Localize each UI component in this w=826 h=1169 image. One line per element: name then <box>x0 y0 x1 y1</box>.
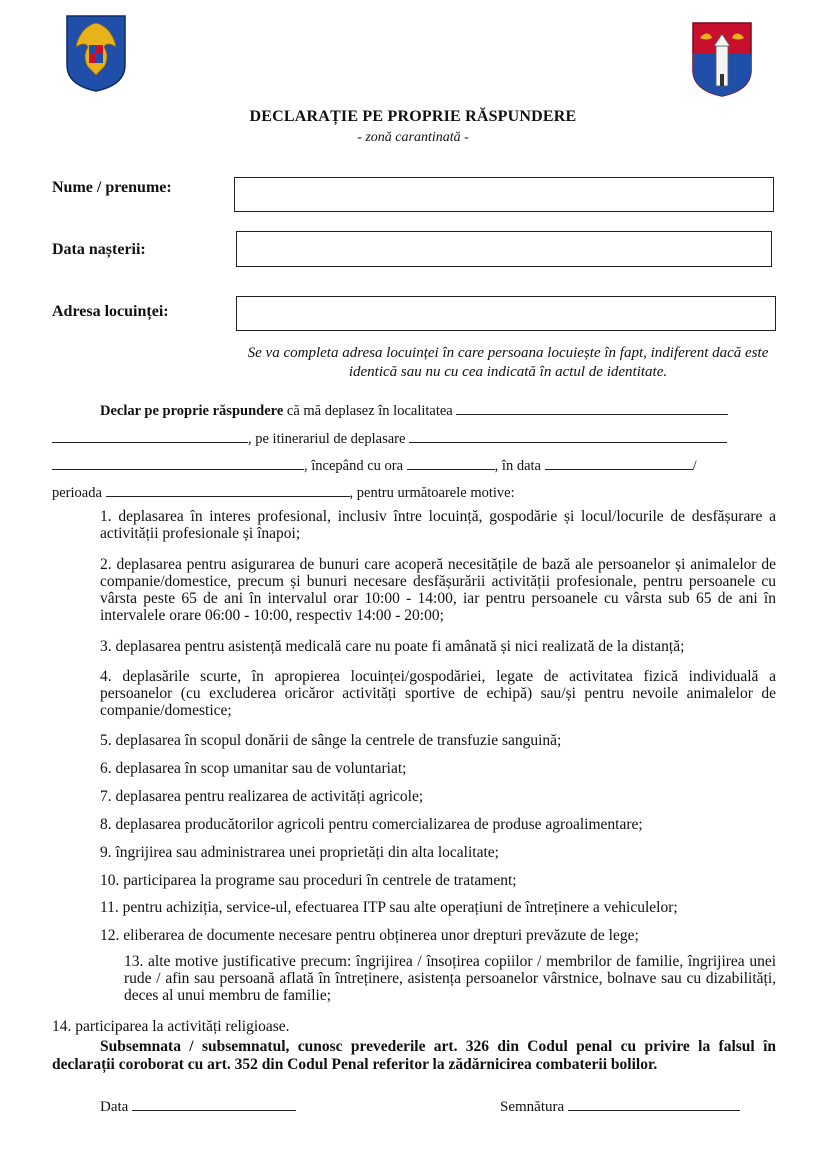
motive-item: 12. eliberarea de documente necesare pentru obținerea unor drepturi prevăzute de lege; <box>100 927 639 944</box>
date-field[interactable] <box>545 455 693 470</box>
motive-item: 1. deplasarea în interes profesional, inclusiv între locuință, gospodărie și locul/locurile de desfășurare a activității profesionale și înapoi; <box>100 508 776 542</box>
motive-item: 14. participarea la activități religioase. <box>52 1018 290 1035</box>
signature-field[interactable] <box>568 1096 740 1111</box>
date-sign-field[interactable] <box>132 1096 296 1111</box>
document-title: DECLARAȚIE PE PROPRIE RĂSPUNDERE <box>249 108 577 125</box>
date-label: Data <box>100 1099 129 1115</box>
signature-row <box>500 1096 740 1116</box>
motive-item: 4. deplasările scurte, în apropierea locuinței/gospodăriei, legate de activitatea fizică individuală a persoanelor (cu excluderea oricăror activități sportive de echipă) sau/și pentru nevoile animalelor de companie/domestice; <box>100 668 776 719</box>
final-declaration <box>52 1038 776 1074</box>
itinerary-field[interactable] <box>409 428 727 443</box>
motive-item: 3. deplasarea pentru asistență medicală care nu poate fi amânată și nici realizată de la distanță; <box>100 638 685 655</box>
motive-item: 5. deplasarea în scopul donării de sânge la centrele de transfuzie sanguină; <box>100 732 562 749</box>
start-time-field[interactable] <box>407 455 495 470</box>
name-label: Nume / prenume: <box>52 179 172 196</box>
itinerary-continued-field[interactable] <box>52 455 304 470</box>
motive-item: 2. deplasarea pentru asigurarea de bunuri care acoperă necesitățile de bază ale persoanelor și animalelor de companie/domestice, precum și bunuri necesare desfășurării activității profesionale, pentru persoanele cu vârsta peste 65 de ani în intervalul orar 10:00 - 14:00, iar pentru persoanele cu vârsta sub 65 de ani în intervalele orare 06:00 - 10:00, respectiv 14:00 - 20:00; <box>100 556 776 624</box>
date-label-inline: , în data <box>494 458 541 474</box>
motive-item: 9. îngrijirea sau administrarea unei proprietăți din alta localitate; <box>100 844 499 861</box>
birth-date-label: Data nașterii: <box>52 241 146 258</box>
motive-item: 8. deplasarea producătorilor agricoli pentru comercializarea de produse agroalimentare; <box>100 816 643 833</box>
motive-item: 7. deplasarea pentru realizarea de activități agricole; <box>100 788 424 805</box>
name-input[interactable] <box>234 177 774 212</box>
final-declaration-text: Subsemnata / subsemnatul, cunosc prevederile art. 326 din Codul penal cu privire la falsul în declarații coroborat cu art. 352 din Codul Penal referitor la zădărnicirea combaterii bolilor. <box>52 1038 776 1073</box>
motive-item: 11. pentru achiziția, service-ul, efectuarea ITP sau alte operațiuni de întreținere a vehiculelor; <box>100 899 678 916</box>
reasons-intro: , pentru următoarele motive: <box>349 485 515 501</box>
address-note: Se va completa adresa locuinței în care persoana locuiește în fapt, indiferent dacă este identică sau nu cu cea indicată în actul de identitate. <box>247 345 769 380</box>
declaration-intro-rest: că mă deplasez în localitatea <box>286 403 453 419</box>
birth-date-input[interactable] <box>236 231 772 267</box>
locality-continued-field[interactable] <box>52 428 248 443</box>
address-input[interactable] <box>236 296 776 331</box>
declaration-line-1 <box>100 400 728 420</box>
period-field[interactable] <box>106 482 350 497</box>
address-label: Adresa locuinței: <box>52 303 169 320</box>
motive-item: 6. deplasarea în scop umanitar sau de voluntariat; <box>100 760 407 777</box>
declaration-line-2 <box>52 428 727 448</box>
motive-item: 13. alte motive justificative precum: îngrijirea / însoțirea copiilor / membrilor de familie, îngrijirea unei rude / afin sau persoană aflată în întreținere, asistența persoanelor vârstnice, bolnave sau cu dizabilități, deces al unui membru de familie; <box>124 953 776 1004</box>
signature-label: Semnătura <box>500 1099 565 1115</box>
romania-coat-of-arms-icon <box>64 13 128 93</box>
period-label: perioada <box>52 485 102 501</box>
declaration-line-3 <box>52 455 697 475</box>
locality-field[interactable] <box>456 400 728 415</box>
itinerary-label: , pe itinerariul de deplasare <box>248 431 406 447</box>
county-coat-of-arms-icon <box>690 20 754 98</box>
start-time-label: , începând cu ora <box>304 458 404 474</box>
date-slash: / <box>692 458 697 474</box>
document-subtitle: - zonă carantinată - <box>357 130 469 145</box>
date-signature-row <box>100 1096 296 1116</box>
declaration-line-4 <box>52 482 515 502</box>
declaration-intro-bold: Declar pe proprie răspundere <box>100 403 284 419</box>
motive-item: 10. participarea la programe sau proceduri în centrele de tratament; <box>100 872 517 889</box>
